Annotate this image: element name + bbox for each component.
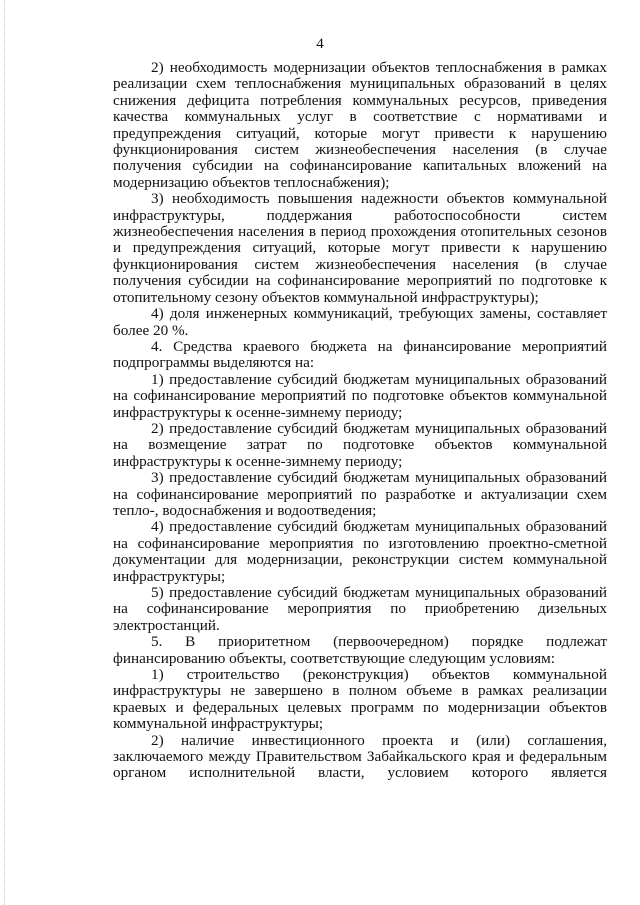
paragraph-3-reliability-need: 3) необходимость повышения надежности объектов коммунальной инфраструктуры, поддержания работоспособности систем жизнеобеспечения населения в период прохождения отопительных сезонов и предупреждения ситуаций, которые могут привести к нарушению функционирования систем жизнеобеспечения населения (в случае получения субсидии на софинансирование мероприятий по подготовке к отопительному сезону объектов коммунальной инфраструктуры); <box>113 190 607 306</box>
paragraph-4-3-subsidy: 3) предоставление субсидий бюджетам муниципальных образований на софинансирование мероприятий по разработке и актуализации схем тепло-, водоснабжения и водоотведения; <box>113 469 607 519</box>
paragraph-section-5-heading: 5. В приоритетном (первоочередном) порядке подлежат финансированию объекты, соответствующие следующим условиям: <box>113 633 607 667</box>
paragraph-4-2-subsidy: 2) предоставление субсидий бюджетам муниципальных образований на возмещение затрат по подготовке объектов коммунальной инфраструктуры к осенне-зимнему периоду; <box>113 419 607 470</box>
paragraph-5-2-condition: 2) наличие инвестиционного проекта и (или) соглашения, заключаемого между Правительством Забайкальского края и федеральным органом исполнительной власти, условием которого является <box>113 731 607 782</box>
page-number: 4 <box>316 36 324 52</box>
paragraph-4-utility-share: 4) доля инженерных коммуникаций, требующих замены, составляет более 20 %. <box>113 305 607 339</box>
scan-edge-line <box>4 0 6 905</box>
paragraph-section-4-heading: 4. Средства краевого бюджета на финансирование мероприятий подпрограммы выделяются на: <box>113 337 607 372</box>
paragraph-4-5-subsidy: 5) предоставление субсидий бюджетам муниципальных образований на софинансирование мероприятия по приобретению дизельных электростанций. <box>113 584 607 634</box>
paragraph-4-4-subsidy: 4) предоставление субсидий бюджетам муниципальных образований на софинансирование мероприятия по изготовлению проектно-сметной документации для модернизации, реконструкции систем коммунальной инфраструктуры; <box>113 518 607 585</box>
paragraph-5-1-condition: 1) строительство (реконструкция) объектов коммунальной инфраструктуры не завершено в полном объеме в рамках реализации краевых и федеральных целевых программ по модернизации объектов коммунальной инфраструктуры; <box>113 666 607 733</box>
document-body <box>113 60 607 782</box>
paragraph-4-1-subsidy: 1) предоставление субсидий бюджетам муниципальных образований на софинансирование мероприятий по подготовке объектов коммунальной инфраструктуры к осенне-зимнему периоду; <box>113 370 607 421</box>
paragraph-2-modernization-need: 2) необходимость модернизации объектов теплоснабжения в рамках реализации схем теплоснабжения муниципальных образований в целях снижения дефицита потребления коммунальных ресурсов, приведения качества коммунальных услуг в соответствие с нормативами и предупреждения ситуаций, которые могут привести к нарушению функционирования систем жизнеобеспечения населения (в случае получения субсидии на софинансирование капитальных вложений на модернизацию объектов теплоснабжения); <box>113 59 607 191</box>
